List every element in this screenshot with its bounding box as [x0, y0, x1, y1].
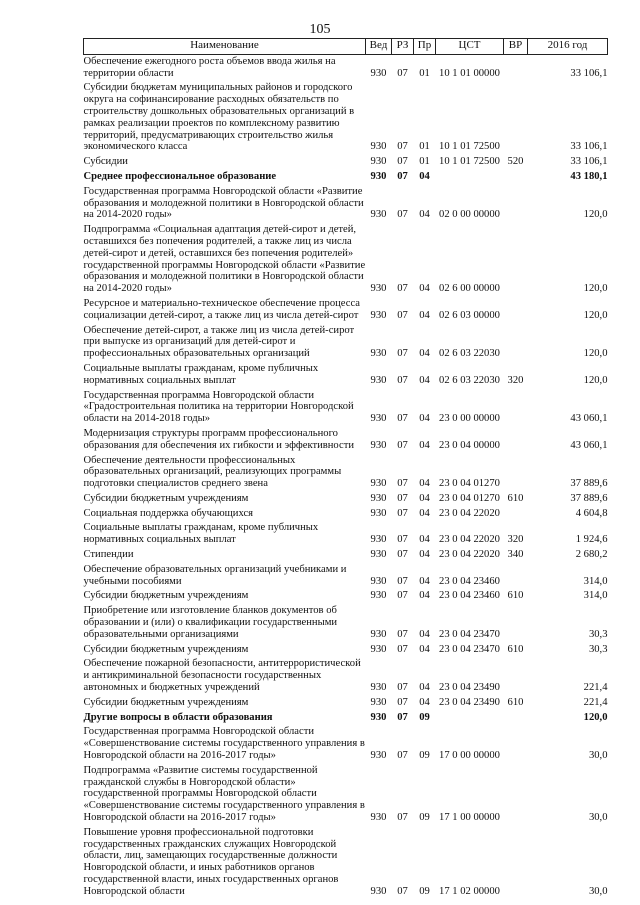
row-rz: 07 [397, 439, 408, 451]
row-vr [504, 427, 528, 454]
row-cst: 23 0 04 23460 [439, 590, 500, 602]
row-rz: 07 [397, 309, 408, 321]
row-rz: 07 [397, 492, 408, 504]
row-rz: 07 [397, 141, 408, 153]
row-name: Субсидии бюджетным учреждениям [83, 643, 249, 655]
row-amount: 314,0 [583, 575, 608, 587]
row-amount: 221,4 [583, 682, 608, 694]
row-rz: 07 [397, 696, 408, 708]
row-name: Подпрограмма «Развитие системы государственной гражданской службы в Новгородской области» государственной программы Новгородской области «Совершенствование системы государственного управления в Новгородской области на 2016-2017 годы» [83, 764, 365, 824]
row-pr: 04 [419, 283, 430, 295]
row-cst: 23 0 04 01270 [439, 492, 500, 504]
row-amount: 33 106,1 [570, 141, 608, 153]
row-pr: 01 [419, 141, 430, 153]
table-row [84, 657, 608, 695]
row-name: Обеспечение детей-сирот, а также лиц из числа детей-сирот при выпуске из организаций для детей-сирот и профессиональных образовательных организаций [83, 324, 355, 360]
row-name: Субсидии бюджетным учреждениям [83, 590, 249, 602]
row-pr: 04 [419, 170, 430, 182]
row-amount: 30,0 [588, 812, 608, 824]
row-name: Социальные выплаты гражданам, кроме публичных нормативных социальных выплат [83, 362, 319, 386]
table-row [84, 589, 608, 604]
row-ved: 930 [370, 478, 387, 490]
row-cst: 10 1 01 72500 [439, 141, 500, 153]
row-vr [504, 764, 528, 826]
row-amount: 120,0 [583, 283, 608, 295]
row-vr: 340 [507, 549, 524, 561]
row-rz: 07 [397, 283, 408, 295]
header-vr: ВР [504, 39, 528, 55]
row-name: Субсидии бюджетам муниципальных районов и городского округа на софинансирование расходных обязательств по строительству дошкольных образовательных организаций в рамках реализации проектов по комплексному развитию территорий, предусматривающих строительство жилья экономического класса [83, 82, 355, 153]
row-vr [504, 657, 528, 695]
header-cst: ЦСТ [436, 39, 504, 55]
row-rz: 07 [397, 628, 408, 640]
row-ved: 930 [370, 170, 387, 182]
table-row [84, 454, 608, 492]
table-row [84, 548, 608, 563]
row-vr [504, 454, 528, 492]
row-amount: 314,0 [583, 590, 608, 602]
row-name: Субсидии [83, 156, 128, 168]
row-name: Приобретение или изготовление бланков документов об образовании и (или) о квалификации государственными образовательными организациями [83, 605, 338, 640]
row-vr: 610 [507, 590, 524, 602]
header-pr: Пр [414, 39, 436, 55]
row-pr: 01 [419, 156, 430, 168]
row-pr: 09 [419, 711, 430, 723]
row-rz: 07 [397, 534, 408, 546]
row-rz: 07 [397, 575, 408, 587]
row-amount: 33 106,1 [570, 67, 608, 79]
row-pr: 04 [419, 309, 430, 321]
row-amount: 37 889,6 [570, 478, 608, 490]
row-rz: 07 [397, 682, 408, 694]
row-vr: 610 [507, 696, 524, 708]
row-ved: 930 [370, 374, 387, 386]
row-amount: 30,0 [588, 885, 608, 897]
row-name: Социальные выплаты гражданам, кроме публичных нормативных социальных выплат [83, 522, 319, 546]
row-pr: 04 [419, 439, 430, 451]
row-vr [504, 604, 528, 642]
table-row [84, 185, 608, 223]
row-amount: 120,0 [583, 348, 608, 360]
row-pr: 01 [419, 67, 430, 79]
row-cst: 23 0 04 23470 [439, 643, 500, 655]
row-vr [504, 389, 528, 427]
table-body [84, 54, 608, 899]
row-vr [504, 54, 528, 81]
row-vr [504, 185, 528, 223]
row-name: Обеспечение образовательных организаций учебниками и учебными пособиями [83, 563, 347, 587]
table-row [84, 297, 608, 324]
row-name: Субсидии бюджетным учреждениям [83, 492, 249, 504]
row-cst: 23 0 04 22020 [439, 507, 500, 519]
row-amount: 33 106,1 [570, 156, 608, 168]
row-rz: 07 [397, 812, 408, 824]
row-name: Субсидии бюджетным учреждениям [83, 696, 249, 708]
row-ved: 930 [370, 283, 387, 295]
row-cst: 02 6 00 00000 [439, 283, 500, 295]
row-cst: 23 0 04 23490 [439, 696, 500, 708]
row-amount: 4 604,8 [575, 507, 608, 519]
row-rz: 07 [397, 170, 408, 182]
row-pr: 04 [419, 628, 430, 640]
row-ved: 930 [370, 628, 387, 640]
row-ved: 930 [370, 682, 387, 694]
row-name: Стипендии [83, 549, 134, 561]
row-ved: 930 [370, 643, 387, 655]
row-name: Государственная программа Новгородской области «Совершенствование системы государственного управления в Новгородской области на 2016-2017 годы» [83, 726, 365, 762]
row-name: Повышение уровня профессиональной подготовки государственных гражданских служащих Новгородской области, лиц, замещающих государственные должности Новгородской области, и иных работников органов государственной власти, иных государственных органов Новгородской области [83, 826, 339, 897]
row-name: Социальная поддержка обучающихся [83, 507, 254, 519]
row-name: Модернизация структуры программ профессионального образования для обеспечения их гибкости и эффективности [83, 427, 354, 451]
row-vr [504, 324, 528, 362]
table-row [84, 826, 608, 900]
header-rz: РЗ [392, 39, 414, 55]
row-ved: 930 [370, 711, 387, 723]
row-rz: 07 [397, 348, 408, 360]
row-ved: 930 [370, 507, 387, 519]
page-number: 105 [309, 22, 331, 37]
row-ved: 930 [370, 549, 387, 561]
header-year: 2016 год [528, 39, 608, 55]
row-ved: 930 [370, 67, 387, 79]
row-name: Другие вопросы в области образования [83, 711, 273, 723]
row-rz: 07 [397, 156, 408, 168]
row-name: Обеспечение ежегодного роста объемов ввода жилья на территории области [83, 55, 336, 79]
table-row [84, 643, 608, 658]
row-pr: 04 [419, 374, 430, 386]
row-pr: 04 [419, 478, 430, 490]
row-name: Среднее профессиональное образование [83, 170, 277, 182]
row-amount: 2 680,2 [575, 549, 608, 561]
row-amount: 30,0 [588, 750, 608, 762]
row-pr: 04 [419, 507, 430, 519]
row-rz: 07 [397, 413, 408, 425]
row-vr [504, 826, 528, 900]
row-amount: 43 180,1 [570, 170, 608, 182]
row-pr: 04 [419, 209, 430, 221]
row-vr: 320 [507, 374, 524, 386]
row-rz: 07 [397, 209, 408, 221]
row-cst: 23 0 04 23490 [439, 682, 500, 694]
table-row [84, 492, 608, 507]
row-pr: 04 [419, 575, 430, 587]
row-ved: 930 [370, 575, 387, 587]
row-vr: 520 [507, 156, 524, 168]
row-rz: 07 [397, 643, 408, 655]
table-row [84, 81, 608, 155]
row-name: Обеспечение пожарной безопасности, антитеррористической и антикриминальной безопасности государственных автономных и бюджетных учреждений [83, 658, 361, 694]
row-cst: 23 0 04 00000 [439, 439, 500, 451]
table-row [84, 170, 608, 185]
row-rz: 07 [397, 478, 408, 490]
table-row [84, 563, 608, 590]
row-cst [436, 170, 504, 185]
row-cst: 17 1 00 00000 [439, 812, 500, 824]
header-ved: Вед [366, 39, 392, 55]
row-vr [504, 725, 528, 763]
row-pr: 04 [419, 682, 430, 694]
table-row [84, 427, 608, 454]
row-cst: 17 0 00 00000 [439, 750, 500, 762]
row-vr [504, 563, 528, 590]
row-name: Подпрограмма «Социальная адаптация детей-сирот и детей, оставшихся без попечения родителей, а также лиц из числа детей-сирот и детей, оставшихся без попечения родителей» государственной программы Новгородской области «Развитие образования и молодежной политики в Новгородской области на 2014-2020 годы» [83, 224, 366, 295]
row-ved: 930 [370, 439, 387, 451]
row-cst: 10 1 01 00000 [439, 67, 500, 79]
row-cst: 23 0 04 22020 [439, 534, 500, 546]
row-cst [436, 711, 504, 726]
row-ved: 930 [370, 413, 387, 425]
row-pr: 04 [419, 492, 430, 504]
row-ved: 930 [370, 141, 387, 153]
row-rz: 07 [397, 590, 408, 602]
row-amount: 120,0 [583, 309, 608, 321]
row-vr: 320 [507, 534, 524, 546]
row-rz: 07 [397, 750, 408, 762]
table-row [84, 362, 608, 389]
row-amount: 30,3 [588, 643, 608, 655]
row-cst: 02 6 03 22030 [439, 374, 500, 386]
row-name: Государственная программа Новгородской области «Градостроительная политика на территории Новгородской области на 2014-2018 годы» [83, 389, 354, 425]
table-row [84, 604, 608, 642]
row-ved: 930 [370, 534, 387, 546]
row-pr: 04 [419, 549, 430, 561]
row-ved: 930 [370, 209, 387, 221]
row-cst: 17 1 02 00000 [439, 885, 500, 897]
row-amount: 221,4 [583, 696, 608, 708]
row-rz: 07 [397, 885, 408, 897]
row-rz: 07 [397, 67, 408, 79]
row-pr: 04 [419, 534, 430, 546]
row-pr: 04 [419, 696, 430, 708]
row-cst: 02 6 03 00000 [439, 309, 500, 321]
table-row [84, 696, 608, 711]
row-vr [504, 507, 528, 522]
row-name: Обеспечение деятельности профессиональных образовательных организаций, реализующих программы подготовки специалистов среднего звена [83, 454, 342, 490]
budget-table [83, 38, 608, 900]
row-vr: 610 [507, 492, 524, 504]
header-name: Наименование [84, 39, 366, 55]
table-row [84, 521, 608, 548]
row-pr: 09 [419, 885, 430, 897]
row-amount: 120,0 [583, 374, 608, 386]
row-ved: 930 [370, 348, 387, 360]
table-row [84, 711, 608, 726]
row-amount: 43 060,1 [570, 413, 608, 425]
row-ved: 930 [370, 750, 387, 762]
row-rz: 07 [397, 711, 408, 723]
row-amount: 1 924,6 [575, 534, 608, 546]
row-name: Государственная программа Новгородской области «Развитие образования и молодежной политики в Новгородской области на 2014-2020 годы» [83, 185, 364, 221]
row-amount: 30,3 [588, 628, 608, 640]
row-pr: 04 [419, 590, 430, 602]
table-header-row [84, 39, 608, 55]
row-pr: 09 [419, 750, 430, 762]
row-name: Ресурсное и материально-техническое обеспечение процесса социализации детей-сирот, а также лиц из числа детей-сирот [83, 297, 360, 321]
row-vr [504, 711, 528, 726]
row-cst: 02 6 03 22030 [439, 348, 500, 360]
table-row [84, 725, 608, 763]
row-cst: 23 0 04 23470 [439, 628, 500, 640]
table-row [84, 155, 608, 170]
table-row [84, 54, 608, 81]
row-vr [504, 81, 528, 155]
table-row [84, 507, 608, 522]
row-cst: 23 0 00 00000 [439, 413, 500, 425]
row-cst: 23 0 04 01270 [439, 478, 500, 490]
row-vr [504, 223, 528, 297]
row-vr [504, 170, 528, 185]
row-cst: 10 1 01 72500 [439, 156, 500, 168]
row-vr: 610 [507, 643, 524, 655]
row-pr: 04 [419, 643, 430, 655]
row-pr: 04 [419, 413, 430, 425]
row-amount: 37 889,6 [570, 492, 608, 504]
row-cst: 23 0 04 22020 [439, 549, 500, 561]
row-vr [504, 297, 528, 324]
table-row [84, 389, 608, 427]
row-cst: 23 0 04 23460 [439, 575, 500, 587]
row-pr: 04 [419, 348, 430, 360]
row-amount: 43 060,1 [570, 439, 608, 451]
row-ved: 930 [370, 156, 387, 168]
row-rz: 07 [397, 374, 408, 386]
row-ved: 930 [370, 812, 387, 824]
row-rz: 07 [397, 507, 408, 519]
row-amount: 120,0 [583, 711, 608, 723]
row-ved: 930 [370, 885, 387, 897]
row-cst: 02 0 00 00000 [439, 209, 500, 221]
row-amount: 120,0 [583, 209, 608, 221]
row-ved: 930 [370, 590, 387, 602]
row-pr: 09 [419, 812, 430, 824]
table-row [84, 223, 608, 297]
row-ved: 930 [370, 309, 387, 321]
row-ved: 930 [370, 492, 387, 504]
row-ved: 930 [370, 696, 387, 708]
table-row [84, 764, 608, 826]
table-row [84, 324, 608, 362]
row-rz: 07 [397, 549, 408, 561]
